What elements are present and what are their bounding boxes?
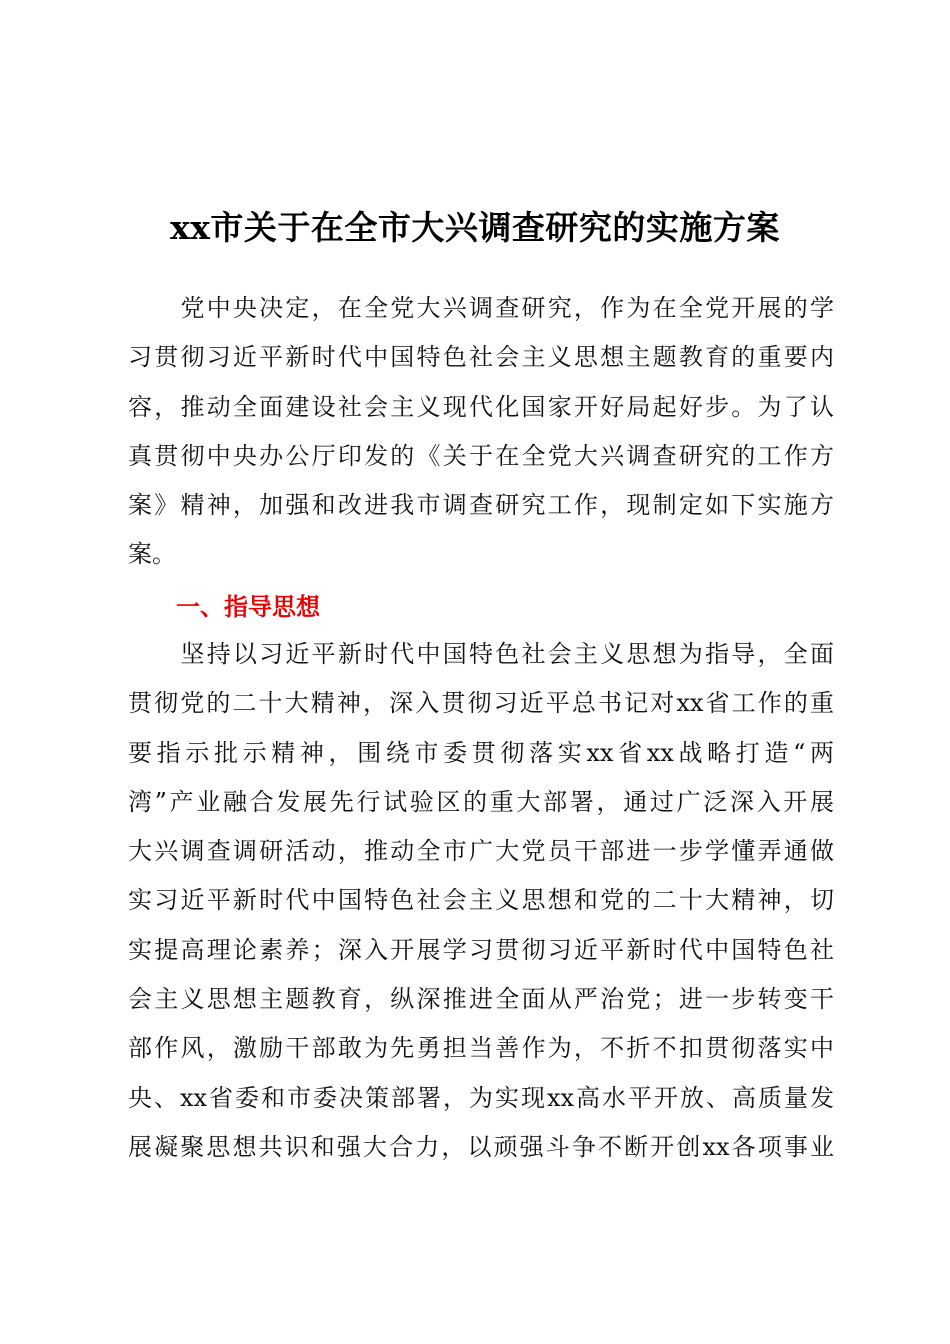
section1-line: 实提高理论素养；深入开展学习贯彻习近平新时代中国特色社 xyxy=(128,935,834,964)
section1-line: 大兴调查调研活动，推动全市广大党员干部进一步学懂弄通做 xyxy=(128,837,834,866)
section1-line: 湾”产业融合发展先行试验区的重大部署，通过广泛深入开展 xyxy=(128,787,834,816)
section-heading-guiding-ideology: 一、指导思想 xyxy=(176,593,320,621)
intro-line: 真贯彻中央办公厅印发的《关于在全党大兴调查研究的工作方 xyxy=(128,441,834,470)
section1-line: 展凝聚思想共识和强大合力，以顽强斗争不断开创xx各项事业 xyxy=(128,1132,834,1161)
section1-line: 会主义思想主题教育，纵深推进全面从严治党；进一步转变干 xyxy=(128,985,834,1014)
intro-line: 习贯彻习近平新时代中国特色社会主义思想主题教育的重要内 xyxy=(128,343,834,372)
section1-line: 贯彻党的二十大精神，深入贯彻习近平总书记对xx省工作的重 xyxy=(128,689,834,718)
section1-line: 实习近平新时代中国特色社会主义思想和党的二十大精神，切 xyxy=(128,886,834,915)
section1-line: 要指示批示精神，围绕市委贯彻落实xx省xx战略打造“两 xyxy=(128,738,834,767)
section1-line: 坚持以习近平新时代中国特色社会主义思想为指导，全面 xyxy=(128,640,834,668)
section1-paragraph xyxy=(128,630,834,1172)
intro-line: 案》精神，加强和改进我市调查研究工作，现制定如下实施方 xyxy=(128,491,834,520)
intro-paragraph xyxy=(128,284,834,580)
intro-line: 案。 xyxy=(128,540,176,569)
intro-line: 容，推动全面建设社会主义现代化国家开好局起好步。为了认 xyxy=(128,392,834,421)
section1-line: 部作风，激励干部敢为先勇担当善作为，不折不扣贯彻落实中 xyxy=(128,1034,834,1063)
intro-line: 党中央决定，在全党大兴调查研究，作为在全党开展的学 xyxy=(128,294,834,322)
section1-line: 央、xx省委和市委决策部署，为实现xx高水平开放、高质量发 xyxy=(128,1083,834,1112)
document-title: xx市关于在全市大兴调查研究的实施方案 xyxy=(170,208,780,247)
